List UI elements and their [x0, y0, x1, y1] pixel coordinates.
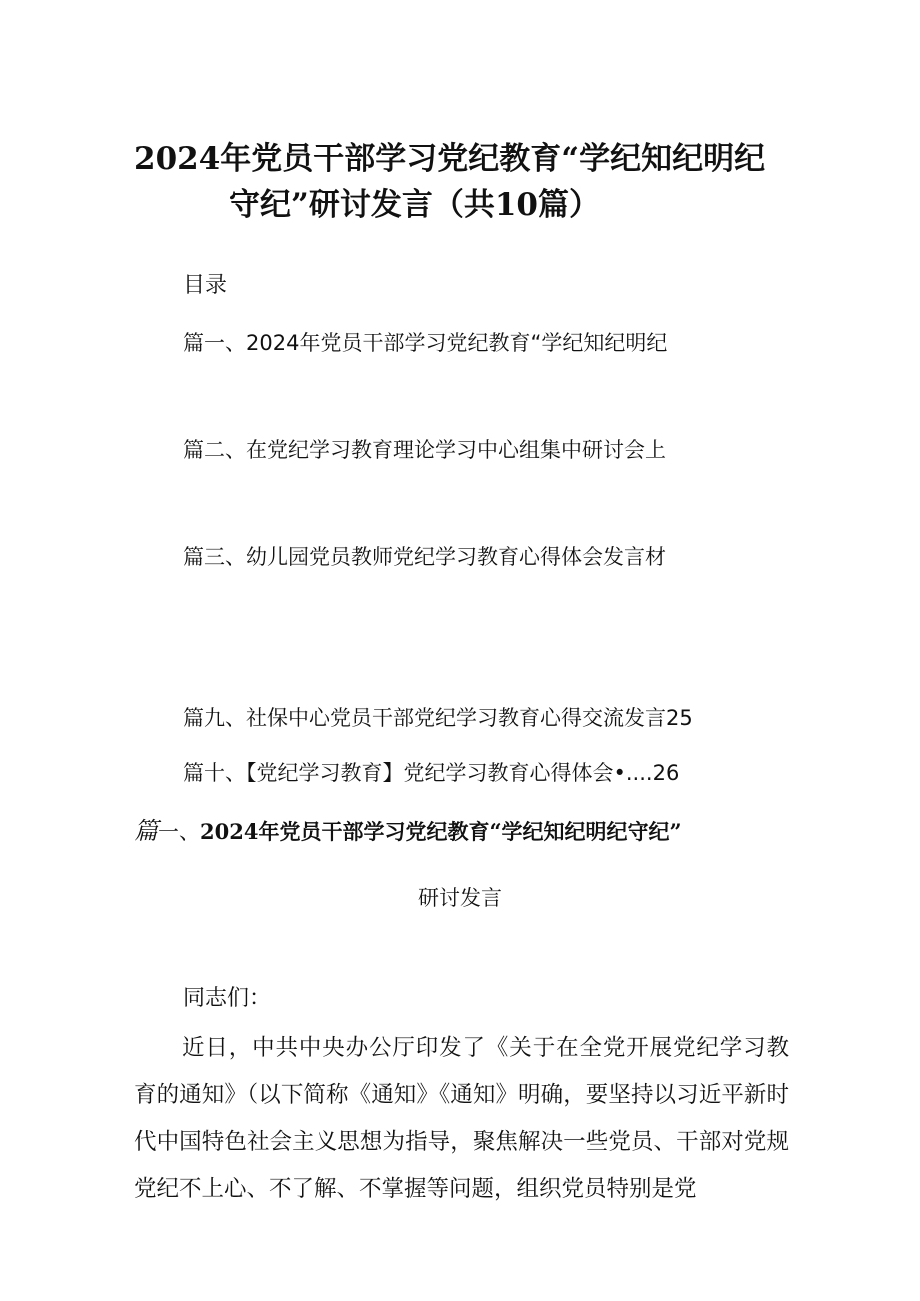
section-title-main: 2024年党员干部学习党纪教育“学纪知纪明纪守纪”	[200, 819, 682, 844]
toc-item-1[interactable]: 篇一、2024年党员干部学习党纪教育“学纪知纪明纪	[183, 331, 668, 355]
toc-item-10[interactable]: 篇十、【党纪学习教育】党纪学习教育心得体会•....26	[183, 761, 680, 785]
toc-item-9[interactable]: 篇九、社保中心党员干部党纪学习教育心得交流发言25	[183, 706, 693, 730]
salutation: 同志们：	[183, 986, 272, 1011]
document-title	[134, 136, 814, 228]
toc-item-3[interactable]: 篇三、幼儿园党员教师党纪学习教育心得体会发言材	[183, 545, 666, 569]
title-line-2: 守纪”研讨发言（共10篇）	[229, 187, 600, 223]
title-line-1: 2024年党员干部学习党纪教育“学纪知纪明纪	[134, 141, 766, 177]
body-paragraph: 近日，中共中央办公厅印发了《关于在全党开展党纪学习教育的通知》（以下简称《通知》《通知》明确，要坚持以习近平新时代中国特色社会主义思想为指导，聚焦解决一些党员、干部对党规党纪不上心、不了解、不掌握等问题，组织党员特别是党	[134, 1035, 789, 1202]
section-title-prefix: 篇	[134, 817, 158, 845]
section-title-ordinal: 一、	[158, 820, 200, 844]
toc-heading: 目录	[183, 273, 228, 298]
section-title	[134, 815, 682, 848]
toc-item-2[interactable]: 篇二、在党纪学习教育理论学习中心组集中研讨会上	[183, 438, 666, 462]
section-subtitle: 研讨发言	[418, 886, 502, 910]
